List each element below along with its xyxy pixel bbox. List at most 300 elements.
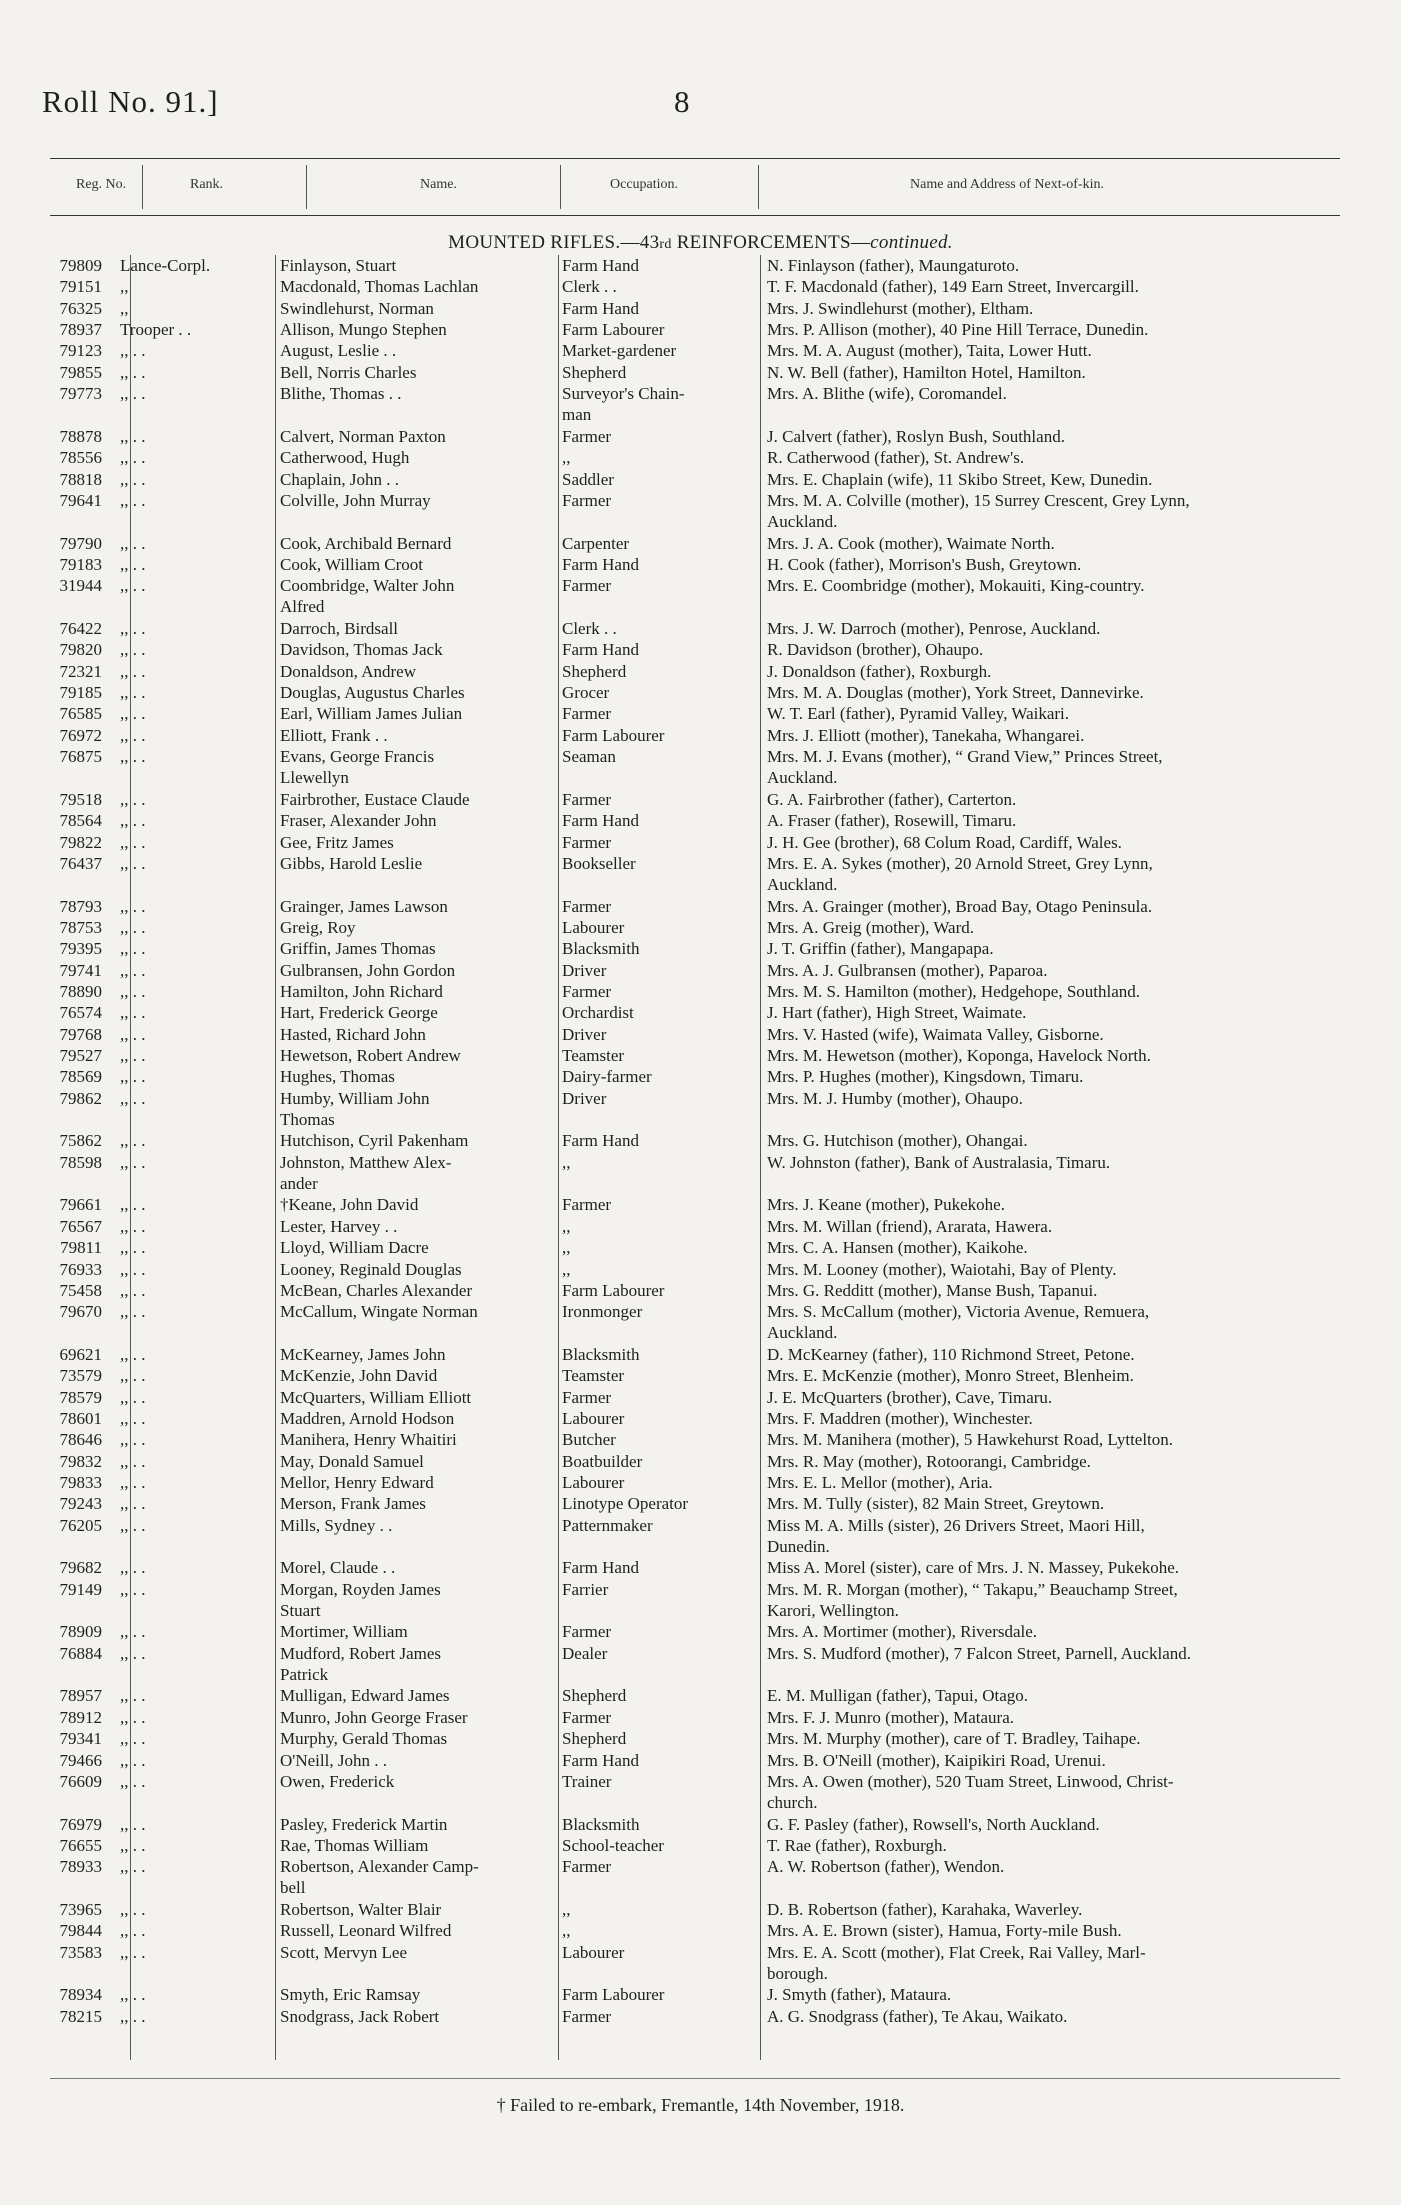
reg-number: 79518 bbox=[59, 789, 102, 809]
rank-cell: ,, . . bbox=[120, 1195, 146, 1215]
name-cell: Mellor, Henry Edward bbox=[280, 1473, 434, 1492]
occupation-cell: Dealer bbox=[562, 1643, 608, 1663]
next-of-kin-cell: Mrs. E. L. Mellor (mother), Aria. bbox=[767, 1473, 993, 1492]
reg-number: 76979 bbox=[59, 1814, 102, 1834]
rank-cell: ,, . . bbox=[120, 1643, 146, 1663]
occupation-cell: Farm Hand bbox=[562, 1131, 639, 1151]
name-cell: Looney, Reginald Douglas bbox=[280, 1259, 462, 1279]
next-of-kin-cell: Mrs. F. J. Munro (mother), Mataura. bbox=[767, 1707, 1014, 1727]
rank-cell: ,, . . bbox=[120, 1408, 146, 1428]
section-title-part: rd bbox=[659, 237, 672, 252]
occupation-cell: Dairy-farmer bbox=[562, 1067, 652, 1087]
name-cell: O'Neill, John . . bbox=[280, 1750, 387, 1770]
next-of-kin-cell: Mrs. A. Blithe (wife), Coromandel. bbox=[767, 384, 1007, 404]
name-cell: Earl, William James Julian bbox=[280, 704, 463, 724]
reg-number: 78890 bbox=[59, 981, 102, 1001]
occupation-cell: Boatbuilder bbox=[562, 1451, 643, 1471]
rank-cell: ,, . . bbox=[120, 426, 146, 446]
occupation-cell: Blacksmith bbox=[562, 1814, 640, 1834]
next-of-kin-cell: Mrs. P. Allison (mother), 40 Pine Hill Terrace, Dunedin. bbox=[767, 320, 1149, 340]
name-cell: McQuarters, William Elliott bbox=[280, 1387, 472, 1407]
next-of-kin-cell: Mrs. V. Hasted (wife), Waimata Valley, Gisborne. bbox=[767, 1024, 1104, 1044]
name-cell: Hughes, Thomas bbox=[280, 1067, 395, 1087]
name-cell: Lloyd, William Dacre bbox=[280, 1238, 429, 1258]
reg-number: 78564 bbox=[59, 811, 102, 831]
occupation-cell: Farm Labourer bbox=[562, 1280, 665, 1300]
rank-cell: ,, . . bbox=[120, 1942, 146, 1962]
section-title-part: MOUNTED RIFLES.—43 bbox=[448, 232, 660, 253]
rank-cell: ,, . . bbox=[120, 896, 146, 916]
next-of-kin-cell: Miss A. Morel (sister), care of Mrs. J. N. Massey, Pukekohe. bbox=[767, 1558, 1180, 1578]
next-of-kin-cell: Mrs. M. J. Humby (mother), Ohaupo. bbox=[767, 1088, 1023, 1108]
name-cell: Finlayson, Stuart bbox=[280, 256, 397, 275]
rank-cell: ,, . . bbox=[120, 661, 146, 681]
occupation-cell: ,, bbox=[562, 1152, 571, 1172]
next-of-kin-cell: Mrs. A. Grainger (mother), Broad Bay, Otago Peninsula. bbox=[767, 896, 1153, 916]
reg-number: 79661 bbox=[59, 1195, 102, 1215]
rank-cell: ,, . . bbox=[120, 1387, 146, 1407]
next-of-kin-cell: A. W. Robertson (father), Wendon. bbox=[767, 1857, 1005, 1877]
reg-number: 76205 bbox=[59, 1515, 102, 1535]
reg-number: 76655 bbox=[59, 1835, 102, 1855]
rank-cell: ,, . . bbox=[120, 1473, 146, 1492]
occupation-cell: Clerk . . bbox=[562, 619, 617, 638]
name-cell: Owen, Frederick bbox=[280, 1771, 395, 1791]
reg-number: 72321 bbox=[59, 661, 102, 681]
next-of-kin-cell: J. Smyth (father), Mataura. bbox=[767, 1985, 952, 2005]
reg-number: 76609 bbox=[59, 1771, 102, 1791]
occupation-cell: Farrier bbox=[562, 1579, 609, 1599]
name-cell: Coombridge, Walter John Alfred bbox=[280, 576, 455, 617]
rank-cell: ,, . . bbox=[120, 832, 146, 852]
rank-cell: ,, bbox=[120, 277, 129, 297]
reg-number: 79682 bbox=[59, 1558, 102, 1578]
next-of-kin-cell: Mrs. M. S. Hamilton (mother), Hedgehope, Southland. bbox=[767, 981, 1141, 1001]
occupation-cell: ,, bbox=[562, 448, 571, 468]
occupation-cell: ,, bbox=[562, 1921, 571, 1941]
name-cell: Gee, Fritz James bbox=[280, 832, 394, 852]
occupation-cell: Teamster bbox=[562, 1046, 625, 1065]
reg-number: 78937 bbox=[59, 320, 102, 340]
rank-cell: ,, . . bbox=[120, 533, 146, 553]
column-divider bbox=[306, 165, 307, 209]
reg-number: 78818 bbox=[59, 469, 102, 489]
next-of-kin-cell: Mrs. E. Chaplain (wife), 11 Skibo Street, Kew, Dunedin. bbox=[767, 469, 1153, 489]
reg-number: 79855 bbox=[59, 362, 102, 382]
name-cell: Darroch, Birdsall bbox=[280, 619, 399, 638]
rank-cell: ,, . . bbox=[120, 1835, 146, 1855]
rank-cell: ,, . . bbox=[120, 1921, 146, 1941]
next-of-kin-cell: H. Cook (father), Morrison's Bush, Greytown. bbox=[767, 554, 1082, 574]
name-cell: Hamilton, John Richard bbox=[280, 981, 443, 1001]
next-of-kin-cell: Mrs. A. J. Gulbransen (mother), Paparoa. bbox=[767, 960, 1048, 980]
rank-cell: ,, . . bbox=[120, 362, 146, 382]
footnote: † Failed to re-embark, Fremantle, 14th November, 1918. bbox=[496, 2095, 905, 2115]
reg-number: 76933 bbox=[59, 1259, 102, 1279]
next-of-kin-cell: N. Finlayson (father), Maungaturoto. bbox=[767, 256, 1020, 275]
reg-number: 79822 bbox=[59, 832, 102, 852]
occupation-cell: Trainer bbox=[562, 1771, 612, 1791]
rank-cell: Trooper . . bbox=[120, 320, 192, 340]
name-cell: Johnston, Matthew Alex- ander bbox=[280, 1152, 452, 1193]
occupation-cell: School-teacher bbox=[562, 1835, 664, 1855]
name-cell: Mortimer, William bbox=[280, 1622, 408, 1642]
name-cell: †Keane, John David bbox=[280, 1195, 419, 1215]
occupation-cell: Shepherd bbox=[562, 661, 627, 681]
reg-number: 79670 bbox=[59, 1302, 102, 1322]
occupation-cell: ,, bbox=[562, 1259, 571, 1279]
rank-cell: ,, . . bbox=[120, 1515, 146, 1535]
rank-cell: ,, . . bbox=[120, 1366, 146, 1386]
next-of-kin-cell: J. Calvert (father), Roslyn Bush, Southland. bbox=[767, 426, 1065, 446]
reg-number: 76325 bbox=[59, 298, 102, 318]
next-of-kin-cell: Mrs. G. Hutchison (mother), Ohangai. bbox=[767, 1131, 1028, 1151]
occupation-cell: Labourer bbox=[562, 1473, 625, 1492]
next-of-kin-cell: Mrs. M. Willan (friend), Ararata, Hawera. bbox=[767, 1216, 1053, 1236]
reg-number: 79149 bbox=[59, 1579, 102, 1599]
reg-number: 76972 bbox=[59, 725, 102, 745]
reg-number: 76422 bbox=[59, 619, 102, 638]
rank-cell: ,, . . bbox=[120, 1899, 146, 1919]
name-cell: May, Donald Samuel bbox=[280, 1451, 424, 1471]
name-cell: McKenzie, John David bbox=[280, 1366, 438, 1386]
name-cell: Blithe, Thomas . . bbox=[280, 384, 402, 404]
occupation-cell: Market-gardener bbox=[562, 341, 677, 361]
reg-number: 75862 bbox=[59, 1131, 102, 1151]
rank-cell: ,, bbox=[120, 298, 129, 318]
name-cell: Bell, Norris Charles bbox=[280, 362, 417, 382]
reg-number: 78957 bbox=[59, 1686, 102, 1706]
next-of-kin-cell: A. Fraser (father), Rosewill, Timaru. bbox=[767, 811, 1017, 831]
next-of-kin-cell: Mrs. M. A. Douglas (mother), York Street, Dannevirke. bbox=[767, 683, 1144, 702]
name-cell: Pasley, Frederick Martin bbox=[280, 1814, 448, 1834]
rank-cell: ,, . . bbox=[120, 725, 146, 745]
reg-number: 78753 bbox=[59, 917, 102, 937]
next-of-kin-cell: Mrs. B. O'Neill (mother), Kaipikiri Road, Urenui. bbox=[767, 1750, 1106, 1770]
name-cell: Chaplain, John . . bbox=[280, 469, 399, 489]
col-next-of-kin: Name and Address of Next-of-kin. bbox=[910, 177, 1105, 192]
reg-number: 79151 bbox=[59, 277, 102, 297]
occupation-cell: Farmer bbox=[562, 2006, 612, 2026]
occupation-cell: Farmer bbox=[562, 576, 612, 596]
rank-cell: ,, . . bbox=[120, 981, 146, 1001]
next-of-kin-cell: Mrs. M. Murphy (mother), care of T. Bradley, Taihape. bbox=[767, 1729, 1141, 1749]
name-cell: Donaldson, Andrew bbox=[280, 661, 416, 681]
occupation-cell: Labourer bbox=[562, 917, 625, 937]
next-of-kin-cell: Mrs. J. Swindlehurst (mother), Eltham. bbox=[767, 298, 1034, 318]
occupation-cell: ,, bbox=[562, 1899, 571, 1919]
reg-number: 79862 bbox=[59, 1088, 102, 1108]
name-cell: Gulbransen, John Gordon bbox=[280, 960, 456, 980]
occupation-cell: Farm Hand bbox=[562, 554, 639, 574]
next-of-kin-cell: Mrs. E. McKenzie (mother), Monro Street, Blenheim. bbox=[767, 1366, 1134, 1386]
name-cell: Grainger, James Lawson bbox=[280, 896, 448, 916]
rank-cell: ,, . . bbox=[120, 853, 146, 873]
occupation-cell: Labourer bbox=[562, 1942, 625, 1962]
occupation-cell: Farmer bbox=[562, 1707, 612, 1727]
reg-number: 78579 bbox=[59, 1387, 102, 1407]
rank-cell: ,, . . bbox=[120, 1152, 146, 1172]
occupation-cell: Driver bbox=[562, 1088, 607, 1108]
name-cell: Calvert, Norman Paxton bbox=[280, 426, 446, 446]
occupation-cell: Farm Hand bbox=[562, 640, 639, 660]
occupation-cell: Farm Labourer bbox=[562, 320, 665, 340]
rank-cell: ,, . . bbox=[120, 1259, 146, 1279]
next-of-kin-cell: D. B. Robertson (father), Karahaka, Waverley. bbox=[767, 1899, 1083, 1919]
name-cell: McKearney, James John bbox=[280, 1344, 446, 1364]
reg-number: 78878 bbox=[59, 426, 102, 446]
rank-cell: ,, . . bbox=[120, 939, 146, 959]
rank-cell: ,, . . bbox=[120, 1344, 146, 1364]
occupation-cell: Farmer bbox=[562, 1387, 612, 1407]
occupation-cell: Surveyor's Chain- man bbox=[562, 384, 685, 425]
occupation-cell: Butcher bbox=[562, 1430, 616, 1450]
name-cell: Macdonald, Thomas Lachlan bbox=[280, 277, 479, 297]
rank-cell: ,, . . bbox=[120, 448, 146, 468]
occupation-cell: Farmer bbox=[562, 426, 612, 446]
rank-cell: ,, . . bbox=[120, 554, 146, 574]
occupation-cell: Farmer bbox=[562, 981, 612, 1001]
page-number: 8 bbox=[674, 84, 690, 119]
rank-cell: ,, . . bbox=[120, 469, 146, 489]
name-cell: Cook, Archibald Bernard bbox=[280, 533, 452, 553]
name-cell: Fairbrother, Eustace Claude bbox=[280, 789, 470, 809]
next-of-kin-cell: Mrs. M. Tully (sister), 82 Main Street, Greytown. bbox=[767, 1494, 1105, 1514]
rank-cell: ,, . . bbox=[120, 1686, 146, 1706]
footnote-rule bbox=[50, 2078, 1340, 2079]
rank-cell: ,, . . bbox=[120, 2006, 146, 2026]
reg-number: 79832 bbox=[59, 1451, 102, 1471]
reg-number: 73579 bbox=[59, 1366, 102, 1386]
next-of-kin-cell: Mrs. F. Maddren (mother), Winchester. bbox=[767, 1408, 1033, 1428]
rank-cell: ,, . . bbox=[120, 1024, 146, 1044]
occupation-cell: Farmer bbox=[562, 832, 612, 852]
next-of-kin-cell: T. Rae (father), Roxburgh. bbox=[767, 1835, 947, 1855]
next-of-kin-cell: Mrs. G. Redditt (mother), Manse Bush, Tapanui. bbox=[767, 1280, 1098, 1300]
next-of-kin-cell: Mrs. M. J. Evans (mother), “ Grand View,” Princes Street, Auckland. bbox=[767, 747, 1163, 788]
rank-cell: ,, . . bbox=[120, 1280, 146, 1300]
name-cell: Griffin, James Thomas bbox=[280, 939, 436, 959]
name-cell: McBean, Charles Alexander bbox=[280, 1280, 473, 1300]
reg-number: 76875 bbox=[59, 747, 102, 767]
name-cell: Munro, John George Fraser bbox=[280, 1707, 468, 1727]
name-cell: Russell, Leonard Wilfred bbox=[280, 1921, 452, 1941]
occupation-cell: Bookseller bbox=[562, 853, 636, 873]
name-cell: Morel, Claude . . bbox=[280, 1558, 396, 1578]
rank-cell: ,, . . bbox=[120, 1579, 146, 1599]
reg-number: 78569 bbox=[59, 1067, 102, 1087]
next-of-kin-cell: A. G. Snodgrass (father), Te Akau, Waikato. bbox=[767, 2006, 1068, 2026]
next-of-kin-cell: Mrs. E. A. Sykes (mother), 20 Arnold Street, Grey Lynn, Auckland. bbox=[767, 853, 1153, 894]
next-of-kin-cell: J. Hart (father), High Street, Waimate. bbox=[767, 1003, 1027, 1023]
occupation-cell: Farmer bbox=[562, 1622, 612, 1642]
column-rule bbox=[760, 255, 761, 2060]
next-of-kin-cell: Mrs. M. Hewetson (mother), Koponga, Havelock North. bbox=[767, 1046, 1151, 1065]
next-of-kin-cell: Mrs. P. Hughes (mother), Kingsdown, Timaru. bbox=[767, 1067, 1084, 1087]
rank-cell: ,, . . bbox=[120, 1046, 146, 1065]
rank-cell: ,, . . bbox=[120, 1729, 146, 1749]
next-of-kin-cell: Mrs. J. Keane (mother), Pukekohe. bbox=[767, 1195, 1005, 1215]
next-of-kin-cell: W. Johnston (father), Bank of Australasia, Timaru. bbox=[767, 1152, 1111, 1172]
rank-cell: ,, . . bbox=[120, 747, 146, 767]
reg-number: 79833 bbox=[59, 1473, 102, 1492]
rank-cell: ,, . . bbox=[120, 640, 146, 660]
occupation-cell: Farmer bbox=[562, 1857, 612, 1877]
reg-number: 78556 bbox=[59, 448, 102, 468]
occupation-cell: Ironmonger bbox=[562, 1302, 643, 1322]
next-of-kin-cell: Mrs. M. A. Colville (mother), 15 Surrey Crescent, Grey Lynn, Auckland. bbox=[767, 490, 1190, 531]
rank-cell: ,, . . bbox=[120, 811, 146, 831]
name-cell: Hutchison, Cyril Pakenham bbox=[280, 1131, 469, 1151]
name-cell: Elliott, Frank . . bbox=[280, 725, 388, 745]
reg-number: 79395 bbox=[59, 939, 102, 959]
rank-cell: ,, . . bbox=[120, 1131, 146, 1151]
rank-cell: ,, . . bbox=[120, 490, 146, 510]
reg-number: 76567 bbox=[59, 1216, 102, 1236]
name-cell: Catherwood, Hugh bbox=[280, 448, 410, 468]
reg-number: 31944 bbox=[59, 576, 102, 596]
rank-cell: Lance-Corpl. bbox=[120, 256, 211, 275]
reg-number: 78646 bbox=[59, 1430, 102, 1450]
name-cell: Evans, George Francis Llewellyn bbox=[280, 747, 435, 788]
next-of-kin-cell: Miss M. A. Mills (sister), 26 Drivers Street, Maori Hill, Dunedin. bbox=[767, 1515, 1145, 1556]
rank-cell: ,, . . bbox=[120, 1707, 146, 1727]
rank-cell: ,, . . bbox=[120, 1430, 146, 1450]
col-occupation: Occupation. bbox=[610, 177, 679, 192]
reg-number: 79527 bbox=[59, 1046, 102, 1065]
rank-cell: ,, . . bbox=[120, 1558, 146, 1578]
next-of-kin-cell: Mrs. M. Manihera (mother), 5 Hawkehurst Road, Lyttelton. bbox=[767, 1430, 1174, 1450]
name-cell: Hart, Frederick George bbox=[280, 1003, 438, 1023]
name-cell: August, Leslie . . bbox=[280, 341, 397, 361]
next-of-kin-cell: J. H. Gee (brother), 68 Colum Road, Cardiff, Wales. bbox=[767, 832, 1122, 852]
next-of-kin-cell: Mrs. M. A. August (mother), Taita, Lower Hutt. bbox=[767, 341, 1092, 361]
rank-cell: ,, . . bbox=[120, 789, 146, 809]
reg-number: 79641 bbox=[59, 490, 102, 510]
next-of-kin-cell: Mrs. C. A. Hansen (mother), Kaikohe. bbox=[767, 1238, 1028, 1258]
next-of-kin-cell: Mrs. A. Owen (mother), 520 Tuam Street, Linwood, Christ- church. bbox=[767, 1771, 1174, 1812]
occupation-cell: Blacksmith bbox=[562, 939, 640, 959]
name-cell: Robertson, Walter Blair bbox=[280, 1899, 442, 1919]
name-cell: Swindlehurst, Norman bbox=[280, 298, 434, 318]
rank-cell: ,, . . bbox=[120, 1451, 146, 1471]
name-cell: Hasted, Richard John bbox=[280, 1024, 426, 1044]
next-of-kin-cell: J. T. Griffin (father), Mangapapa. bbox=[767, 939, 994, 959]
name-cell: Hewetson, Robert Andrew bbox=[280, 1046, 461, 1065]
occupation-cell: Clerk . . bbox=[562, 277, 617, 297]
occupation-cell: Labourer bbox=[562, 1408, 625, 1428]
occupation-cell: Linotype Operator bbox=[562, 1494, 689, 1514]
rank-cell: ,, . . bbox=[120, 1067, 146, 1087]
reg-number: 79820 bbox=[59, 640, 102, 660]
reg-number: 75458 bbox=[59, 1280, 102, 1300]
col-rank: Rank. bbox=[190, 177, 224, 192]
reg-number: 79844 bbox=[59, 1921, 102, 1941]
col-name: Name. bbox=[420, 177, 457, 192]
rank-cell: ,, . . bbox=[120, 384, 146, 404]
rank-cell: ,, . . bbox=[120, 960, 146, 980]
next-of-kin-cell: Mrs. E. A. Scott (mother), Flat Creek, Rai Valley, Marl- borough. bbox=[767, 1942, 1146, 1983]
rank-cell: ,, . . bbox=[120, 1088, 146, 1108]
next-of-kin-cell: Mrs. A. E. Brown (sister), Hamua, Forty-mile Bush. bbox=[767, 1921, 1122, 1941]
reg-number: 76884 bbox=[59, 1643, 102, 1663]
section-title bbox=[0, 232, 1401, 254]
reg-number: 79185 bbox=[59, 683, 102, 702]
reg-number: 76574 bbox=[59, 1003, 102, 1023]
name-cell: Davidson, Thomas Jack bbox=[280, 640, 443, 660]
next-of-kin-cell: Mrs. S. McCallum (mother), Victoria Avenue, Remuera, Auckland. bbox=[767, 1302, 1150, 1343]
occupation-cell: Farm Hand bbox=[562, 1558, 639, 1578]
column-divider bbox=[142, 165, 143, 209]
next-of-kin-cell: Mrs. M. R. Morgan (mother), “ Takapu,” Beauchamp Street, Karori, Wellington. bbox=[767, 1579, 1178, 1620]
next-of-kin-cell: Mrs. J. Elliott (mother), Tanekaha, Whangarei. bbox=[767, 725, 1085, 745]
reg-number: 79768 bbox=[59, 1024, 102, 1044]
name-cell: Manihera, Henry Whaitiri bbox=[280, 1430, 457, 1450]
occupation-cell: ,, bbox=[562, 1216, 571, 1236]
reg-number: 79741 bbox=[59, 960, 102, 980]
next-of-kin-cell: N. W. Bell (father), Hamilton Hotel, Hamilton. bbox=[767, 362, 1086, 382]
name-cell: Allison, Mungo Stephen bbox=[280, 320, 447, 340]
occupation-cell: Teamster bbox=[562, 1366, 625, 1386]
reg-number: 79123 bbox=[59, 341, 102, 361]
next-of-kin-cell: R. Davidson (brother), Ohaupo. bbox=[767, 640, 984, 660]
name-cell: Snodgrass, Jack Robert bbox=[280, 2006, 440, 2026]
next-of-kin-cell: G. A. Fairbrother (father), Carterton. bbox=[767, 789, 1017, 809]
occupation-cell: Shepherd bbox=[562, 1729, 627, 1749]
next-of-kin-cell: Mrs. A. Mortimer (mother), Riversdale. bbox=[767, 1622, 1038, 1642]
name-cell: Robertson, Alexander Camp- bell bbox=[280, 1857, 479, 1898]
name-cell: Mills, Sydney . . bbox=[280, 1515, 393, 1535]
name-cell: Scott, Mervyn Lee bbox=[280, 1942, 407, 1962]
reg-number: 78598 bbox=[59, 1152, 102, 1172]
name-cell: Humby, William John Thomas bbox=[280, 1088, 430, 1129]
occupation-cell: ,, bbox=[562, 1238, 571, 1258]
name-cell: Murphy, Gerald Thomas bbox=[280, 1729, 448, 1749]
name-cell: Maddren, Arnold Hodson bbox=[280, 1408, 455, 1428]
occupation-cell: Orchardist bbox=[562, 1003, 634, 1023]
name-cell: Fraser, Alexander John bbox=[280, 811, 437, 831]
rank-cell: ,, . . bbox=[120, 1814, 146, 1834]
next-of-kin-cell: Mrs. M. Looney (mother), Waiotahi, Bay of Plenty. bbox=[767, 1259, 1117, 1279]
rank-cell: ,, . . bbox=[120, 704, 146, 724]
name-cell: Mulligan, Edward James bbox=[280, 1686, 450, 1706]
name-cell: Smyth, Eric Ramsay bbox=[280, 1985, 421, 2005]
reg-number: 78934 bbox=[59, 1985, 102, 2005]
next-of-kin-cell: J. Donaldson (father), Roxburgh. bbox=[767, 661, 992, 681]
occupation-cell: Farm Hand bbox=[562, 298, 639, 318]
next-of-kin-cell: Mrs. A. Greig (mother), Ward. bbox=[767, 917, 974, 937]
reg-number: 69621 bbox=[59, 1344, 102, 1364]
occupation-cell: Farm Hand bbox=[562, 256, 639, 275]
occupation-cell: Farm Labourer bbox=[562, 725, 665, 745]
reg-number: 73965 bbox=[59, 1899, 102, 1919]
occupation-cell: Farm Hand bbox=[562, 811, 639, 831]
occupation-cell: Farmer bbox=[562, 896, 612, 916]
reg-number: 79243 bbox=[59, 1494, 102, 1514]
reg-number: 78793 bbox=[59, 896, 102, 916]
reg-number: 79790 bbox=[59, 533, 102, 553]
occupation-cell: Blacksmith bbox=[562, 1344, 640, 1364]
name-cell: Gibbs, Harold Leslie bbox=[280, 853, 423, 873]
name-cell: Douglas, Augustus Charles bbox=[280, 683, 465, 702]
occupation-cell: Farm Hand bbox=[562, 1750, 639, 1770]
reg-number: 78215 bbox=[59, 2006, 102, 2026]
rank-cell: ,, . . bbox=[120, 1238, 146, 1258]
rank-cell: ,, . . bbox=[120, 1216, 146, 1236]
next-of-kin-cell: D. McKearney (father), 110 Richmond Street, Petone. bbox=[767, 1344, 1135, 1364]
occupation-cell: Seaman bbox=[562, 747, 616, 767]
name-cell: Cook, William Croot bbox=[280, 554, 424, 574]
